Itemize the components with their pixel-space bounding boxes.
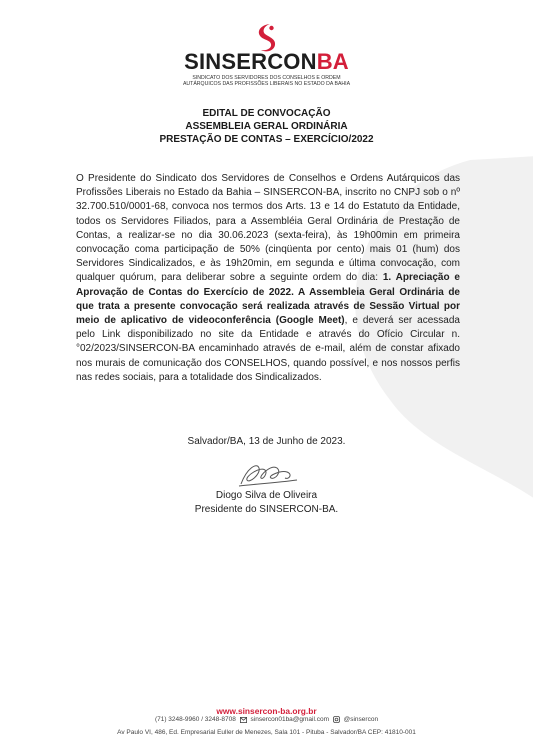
footer-address: Av Paulo VI, 486, Ed. Empresarial Euller de Menezes, Sala 101 - Pituba - Salvador/BA CEP: 41810-001 — [117, 729, 416, 736]
heading-line1: EDITAL DE CONVOCAÇÃO — [202, 108, 331, 119]
date-line: Salvador/BA, 13 de Junho de 2023. — [187, 436, 346, 447]
brand-name-part1: SINSERCON — [184, 49, 317, 74]
paragraph-intro: O Presidente do Sindicato dos Servidores de Conselhos e Ordens Autárquicos das Profissões Liberais no Estado da Bahia – SINSERCON-BA, inscrito no CNPJ sob o nº 32.700.510/0001-68, convoca nos termos dos Arts. 13 e 14 do Estatuto da Entidade, todos os Servidores Filiados, para a Assembléia Geral Ordinária de Prestação de Contas, a realizar-se no dia 30.06.2023 (sexta-feira), às 19h00min em primeira convocação coma participação de 50% (cinqüenta por cento) mais 01 (hum) dos Servidores Sindicalizados, e às 19h20min, em segunda e última convocação, com qualquer quórum, para deliberar sobre a seguinte ordem do dia: — [76, 173, 460, 284]
footer-instagram[interactable]: @sinsercon — [343, 716, 379, 724]
email-icon — [240, 717, 247, 723]
convocation-paragraph — [76, 172, 460, 385]
brand-subtitle — [0, 75, 533, 88]
heading-line3: PRESTAÇÃO DE CONTAS – EXERCÍCIO/2022 — [159, 133, 374, 145]
footer-contact-line — [0, 716, 533, 723]
signer-role: Presidente do SINSERCON-BA. — [194, 503, 339, 515]
brand-wordmark — [0, 50, 533, 74]
paragraph-details: , e deverá ser acessada pelo Link disponibilizado no site da Entidade e através do Ofício Circular n.°02/2023/SINSERCON-BA encaminhado através de e-mail, além de constar afixado nos murais de comunicação dos CONSELHOS, quando possível, e nos nossos perfis nas redes sociais, para a totalidade dos Sindicalizados. — [76, 315, 460, 383]
brand-subtitle-line1: SINDICATO DOS SERVIDORES DOS CONSELHOS E ORDEM — [192, 75, 341, 81]
handwritten-signature — [235, 458, 305, 492]
footer-email[interactable]: sinsercon01ba@gmail.com — [250, 716, 330, 724]
signer-block — [0, 489, 533, 516]
brand-subtitle-line2: AUTÁRQUICOS DAS PROFISSÕES LIBERAIS NO ESTADO DA BAHIA — [182, 81, 351, 88]
footer-phones: (71) 3248-9960 / 3248-8708 — [154, 716, 236, 724]
signer-name: Diogo Silva de Oliveira — [215, 490, 318, 501]
footer-website-link[interactable]: www.sinsercon-ba.org.br — [216, 706, 317, 716]
document-heading — [0, 108, 533, 146]
paragraph-agenda-bold: 1. Apreciação e Aprovação de Contas do Exercício de 2022. A Assembleia Geral Ordinária de que trata a presente convocação será realizada através de Sessão Virtual por meio de aplicativo de videoconferência (Google Meet) — [76, 272, 460, 327]
instagram-icon — [333, 716, 340, 723]
brand-name-part2: BA — [316, 49, 349, 74]
heading-line2: ASSEMBLEIA GERAL ORDINÁRIA — [185, 120, 348, 132]
